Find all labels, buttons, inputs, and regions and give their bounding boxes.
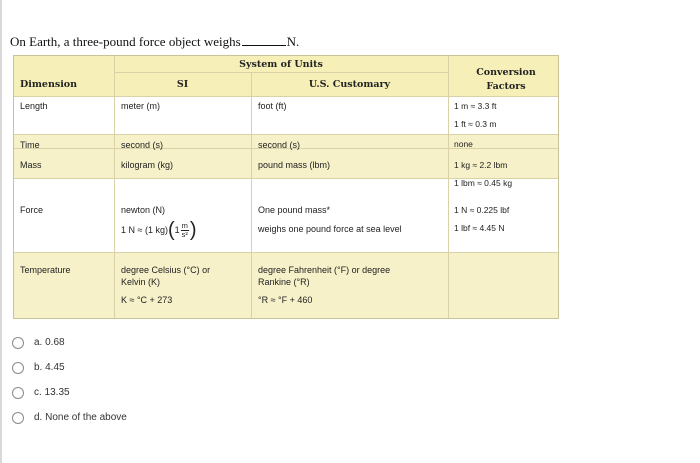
force-formula-denominator: s² [181,229,188,239]
dimension-temperature: Temperature [20,265,71,275]
dimension-time: Time [20,140,40,150]
si-temperature-line3: K ≈ °C + 273 [121,295,173,305]
row-line-1 [14,134,558,135]
force-formula-one: 1 [174,225,180,235]
option-c[interactable] [12,380,127,405]
us-mass: pound mass (lbm) [258,160,331,170]
force-formula-fraction [181,222,189,239]
us-force-line1: One pound mass* [258,205,331,215]
dimension-force: Force [20,205,44,215]
conversion-mass-2: 1 lbm ≈ 0.45 kg [454,178,513,188]
option-a-label[interactable]: a. 0.68 [34,337,65,348]
header-us-customary: U.S. Customary [308,79,391,90]
header-system-of-units: System of Units [239,59,323,70]
radio-option-d[interactable] [12,412,24,424]
units-table-figure [13,55,557,319]
option-b-label[interactable]: b. 4.45 [34,362,65,373]
us-length: foot (ft) [258,101,287,111]
option-c-label[interactable]: c. 13.35 [34,387,70,398]
force-formula [121,220,197,240]
row-line-4 [14,252,558,253]
answer-options [12,330,127,430]
us-time: second (s) [258,140,301,150]
si-time: second (s) [121,140,164,150]
header-si: SI [176,79,189,90]
force-formula-prefix: 1 N ≈ (1 kg) [121,225,168,235]
header-dimension: Dimension [20,79,78,90]
si-temperature-line1: degree Celsius (°C) or [121,265,211,275]
option-d[interactable] [12,405,127,430]
header-subdivider [114,72,448,73]
close-paren-symbol: ) [189,219,197,241]
us-temperature-line3: °R ≈ °F + 460 [258,295,313,305]
conversion-length-1: 1 m ≈ 3.3 ft [454,101,497,111]
si-mass: kilogram (kg) [121,160,174,170]
radio-option-a[interactable] [12,337,24,349]
conversion-force-1: 1 N ≈ 0.225 lbf [454,205,510,215]
conversion-mass-1: 1 kg ≈ 2.2 lbm [454,160,508,170]
option-a[interactable] [12,330,127,355]
si-force: newton (N) [121,205,166,215]
col-divider-2 [251,72,252,318]
option-b[interactable] [12,355,127,380]
dimension-length: Length [20,101,48,111]
header-conversion-factors: Conversion Factors [476,67,536,92]
radio-option-b[interactable] [12,362,24,374]
radio-option-c[interactable] [12,387,24,399]
us-force-line2: weighs one pound force at sea level [258,224,402,234]
question-text-after: N. [286,34,300,49]
header-bottom-line [14,96,558,97]
answer-blank [242,34,286,46]
page-left-border [0,0,2,463]
force-formula-numerator: m [181,220,188,230]
open-paren-symbol: ( [167,219,175,241]
us-temperature-line1: degree Fahrenheit (°F) or degree [258,265,391,275]
conversion-force-2: 1 lbf ≈ 4.45 N [454,223,505,233]
question-text-before: On Earth, a three-pound force object weighs [10,34,241,49]
units-table [13,55,559,319]
conversion-length-2: 1 ft ≈ 0.3 m [454,119,497,129]
si-temperature-line2: Kelvin (K) [121,277,161,287]
option-d-label[interactable]: d. None of the above [34,412,127,423]
si-length: meter (m) [121,101,160,111]
conversion-time: none [454,139,473,149]
question-text [10,34,299,50]
us-temperature-line2: Rankine (°R) [258,277,310,287]
dimension-mass: Mass [20,160,42,170]
